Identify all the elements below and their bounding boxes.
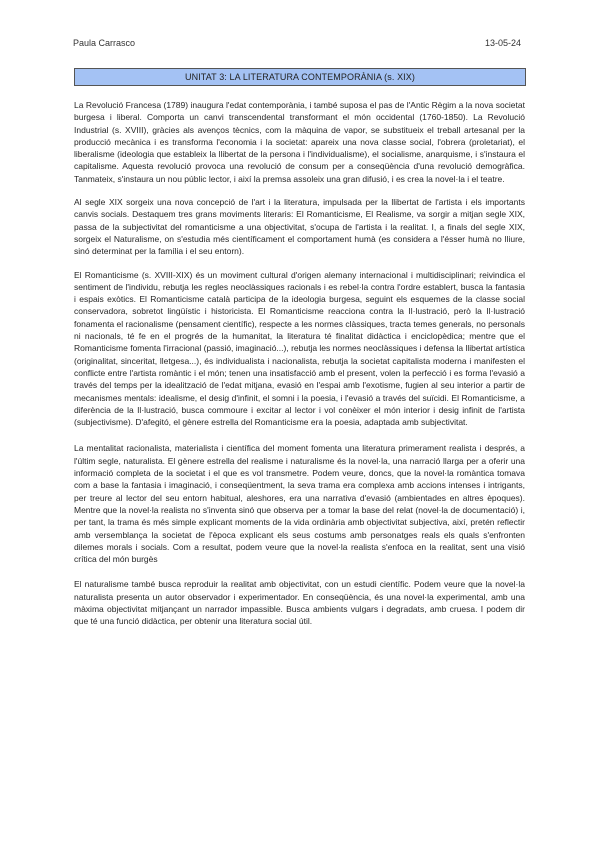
page-header [73, 38, 521, 48]
unit-title: UNITAT 3: LA LITERATURA CONTEMPORÀNIA (s. XIX) [185, 72, 415, 82]
paragraph-literary-movements: Al segle XIX sorgeix una nova concepció de l'art i la literatura, impulsada per la llibertat de l'artista i els importants canvis socials. Destaquem tres grans moviments literaris: El Romanticisme, El Realisme, va sorgir a mitjan segle XIX, passa de la subjectivitat del romanticisme a una objectivitat, s'ocupa de l'artista i la realitat. I, a finals del segle XIX, sorgeix el Naturalisme, on s'estudia més científicament el comportament humà (es considera a l'ésser humà no lliure, sinó determinat per la família i el seu entorn). [74, 197, 525, 257]
unit-title-banner [74, 68, 526, 86]
paragraph-french-revolution: La Revolució Francesa (1789) inaugura l'edat contemporània, i també suposa el pas de l'Antic Règim a la nova societat burgesa i liberal. Comporta un canvi transcendental transformant el món occidental (1760-1850). La Revolució Industrial (s. XVIII), gràcies als avenços tècnics, com la màquina de vapor, se substitueix el treball artesanal per la producció mecànica i es transforma l'economia i la societat: apareix una nova classe social, l'obrera (proletariat), el liberalisme (ideologia que estableix la llibertat de la persona i l'individualisme), el socialisme, anarquisme, i s'instaura el capitalisme. Aquesta revolució provoca una revolució de consum per a conseqüència d'una revolució demogràfica. Tanmateix, s'instaura un nou públic lector, i així la premsa assoleix una gran difusió, i es crea la novel·la i el teatre. [74, 100, 525, 184]
document-body [74, 99, 525, 639]
paragraph-romanticism: El Romanticisme (s. XVIII-XIX) és un moviment cultural d'origen alemany internacional i multidisciplinari; reivindica el sentiment de l'individu, rebutja les regles neoclàssiques racionals i es rebel·la contra l'ordre establert, busca la fantasia i espais exòtics. El Romanticisme català participa de la ideologia burgesa, seguint els esquemes de la classe social conservadora, sobretot lingüístic i historicista. El Romanticisme reacciona contra la Il·lustració, però la Il·lustració fonamenta el racionalisme (pensament científic), respecte a les normes clàssiques, tracta temes generals, no personals ni nacionals, té fe en el progrés de la humanitat, la literatura té finalitat didàctica i enciclopèdica; mentre que el Romanticisme fomenta l'irracional (passió, imaginació...), rebutja les normes neoclàssiques i defensa la llibertat artística (originalitat, sinceritat, lletgesa...), és individualista i nacionalista, rebutja la societat capitalista moderna i manifesten el conflicte entre l'artista romàntic i el món; tenen una insatisfacció amb el present, volen la perfecció i es forma l'evasió a través del temps per la idealització de l'edat mitjana, evasió en l'espai amb l'exotisme, fugien al seu interior a partir de mecanismes mentals: idealisme, el desig d'infinit, el somni i la poesia, i l'evasió a través del suïcidi. El Romanticisme, a diferència de la Il·lustració, busca commoure i excitar al lector i vol conèixer el món interior i desig infinit de l'artista (subjectivisme). D'afegitó, el gènere estrella del Romanticisme era la poesia, adaptada amb subjectivitat. [74, 269, 525, 428]
author-name: Paula Carrasco [73, 38, 136, 48]
document-date: 13-05-24 [484, 38, 521, 48]
paragraph-naturalism: El naturalisme també busca reproduir la realitat amb objectivitat, con un estudi científic. Podem veure que la novel·la naturalista presenta un autor observador i experimentador. En conseqüència, és una novel·la experimental, amb una màxima objectivitat mitjançant un narrador impassible. Busca ambients vulgars i degradats, amb cruesa. I podem dir que té una funció didàctica, per obtenir una literatura social útil. [74, 579, 525, 627]
paragraph-realism: La mentalitat racionalista, materialista i científica del moment fomenta una literatura primerament realista i després, a l'últim segle, naturalista. El gènere estrella del realisme i naturalisme és la novel·la, una narració llarga per a oferir una informació completa de la societat i el que es vol transmetre. Podem veure, doncs, que la novel·la romàntica tomava com a base la fantasia i imaginació, i conseqüentment, la seva trama era complexa amb accions intenses i intrigants, per treure al lector del seu entorn habitual, aleshores, era una narrativa d'evasió (ambientades en altres èpoques). Mentre que la novel·la realista no s'inventa sinó que observa per a tomar la base del relat (novel·la de documentació) i, per tant, la trama és més simple explicant moments de la vida ordinària amb objectivitat subjectiva, així, pretén reflectir amb versemblança la societat de l'època explicant els seus costums amb personatges reals els quals s'enfronten dilemes morals i socials. Com a resultat, podem veure que la novel·la realista s'enfoca en la realitat, sent una visió crítica del món burgès [74, 443, 525, 565]
